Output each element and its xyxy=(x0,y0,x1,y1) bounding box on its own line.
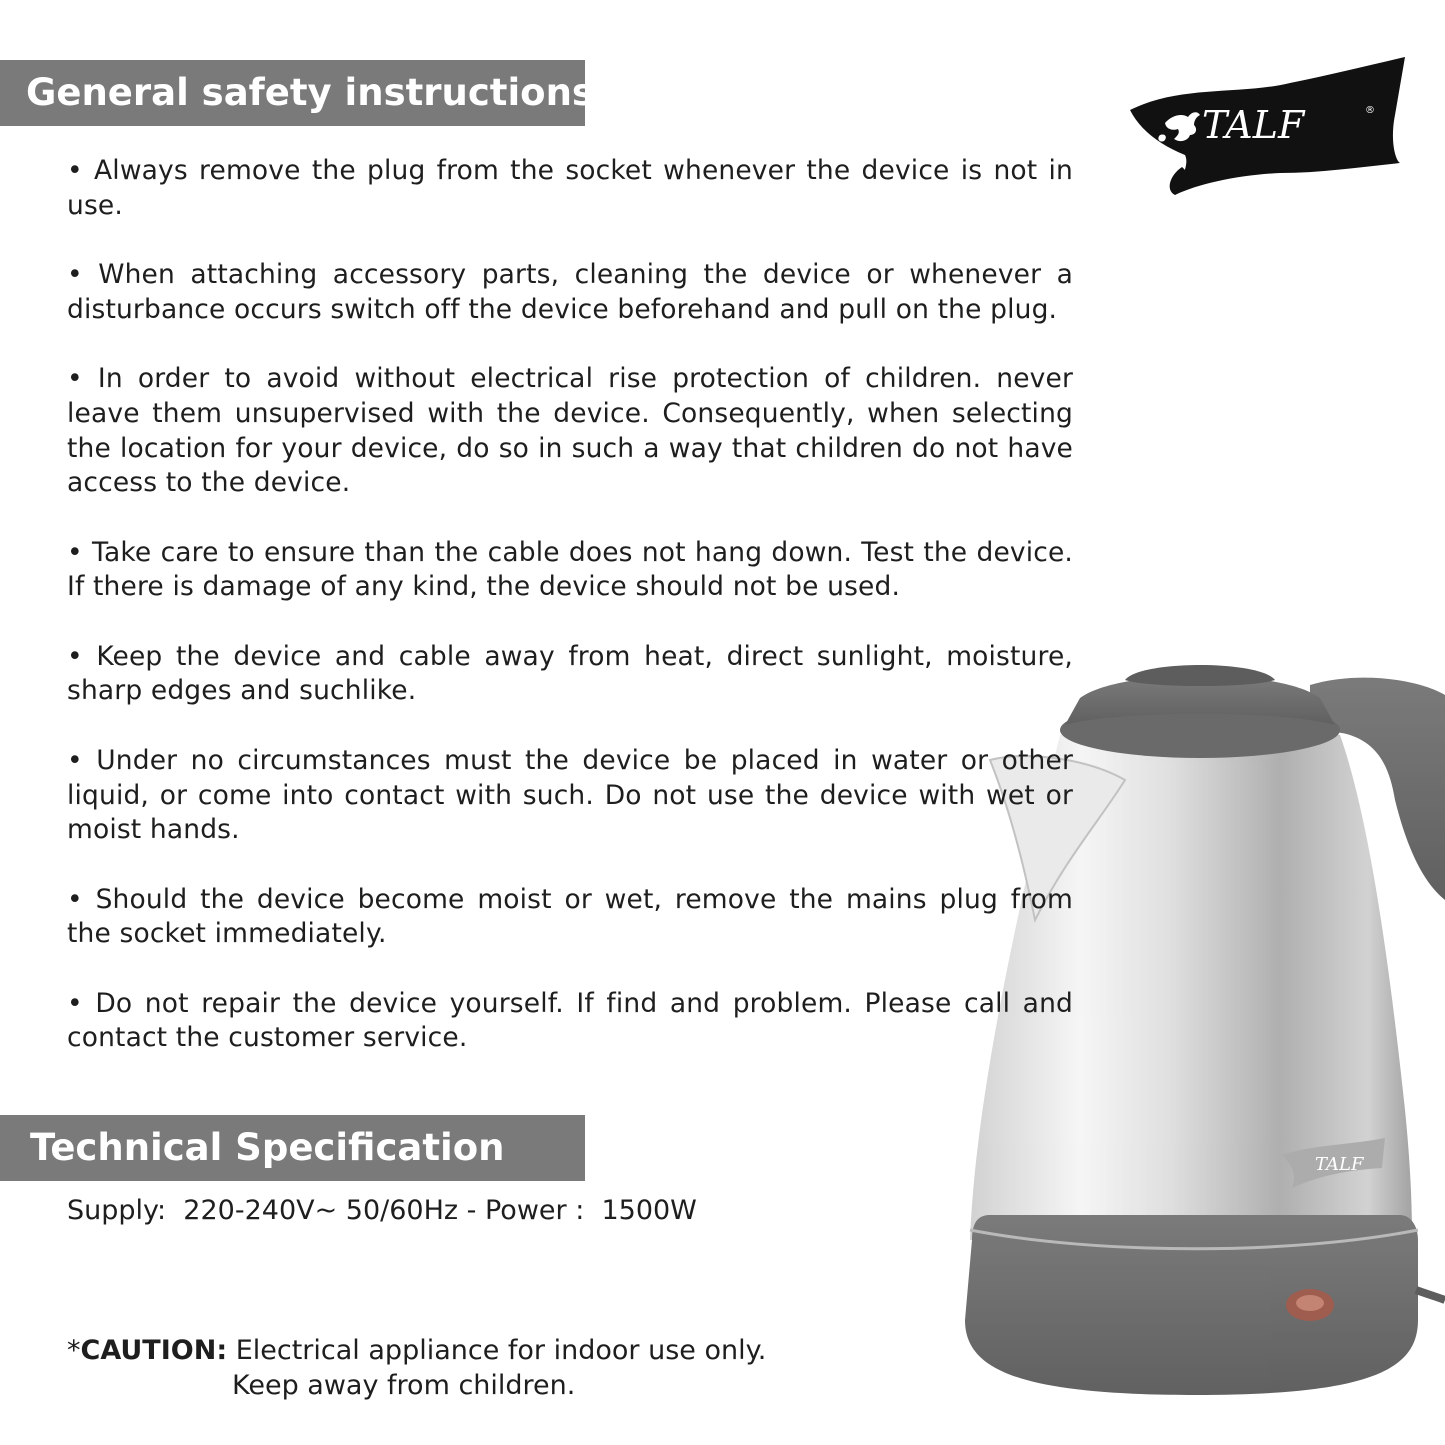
caution-line-2: Keep away from children. xyxy=(232,1370,576,1401)
instruction-item: • Do not repair the device yourself. If find and problem. Please call and contact the customer service. xyxy=(67,987,1073,1054)
safety-instructions-list xyxy=(67,154,1073,1091)
instruction-item: • Keep the device and cable away from heat, direct sunlight, moisture, sharp edges and suchlike. xyxy=(67,640,1073,707)
caution-label: CAUTION: xyxy=(80,1335,228,1366)
caution-note xyxy=(67,1333,766,1403)
logo-text: TALF xyxy=(1202,103,1305,147)
kettle-logo-text: TALF xyxy=(1315,1154,1364,1175)
instruction-item: • In order to avoid without electrical rise protection of children. never leave them unsupervised with the device. Consequently, when selecting the location for your device, do so in such a way that children do not have access to the device. xyxy=(67,363,1073,499)
instruction-item: • Should the device become moist or wet, remove the mains plug from the socket immediately. xyxy=(67,883,1073,950)
caution-line-1: Electrical appliance for indoor use only. xyxy=(227,1335,767,1366)
instruction-item: • Under no circumstances must the device be placed in water or other liquid, or come into contact with such. Do not use the device with wet or moist hands. xyxy=(67,744,1073,846)
talf-logo xyxy=(1120,55,1410,200)
instruction-item: • When attaching accessory parts, cleaning the device or whenever a disturbance occurs switch off the device beforehand and pull on the plug. xyxy=(67,259,1073,325)
spec-heading: Technical Specification xyxy=(0,1115,585,1181)
instruction-item: • Always remove the plug from the socket whenever the device is not in use. xyxy=(67,155,1073,221)
registered-mark: ® xyxy=(1365,105,1375,116)
caution-prefix: * xyxy=(67,1335,81,1366)
safety-heading: General safety instructions xyxy=(0,60,585,126)
instruction-item: • Take care to ensure than the cable does not hang down. Test the device. If there is damage of any kind, the device should not be used. xyxy=(67,536,1073,603)
spec-supply-line: Supply: 220-240V~ 50/60Hz - Power : 1500W xyxy=(67,1195,697,1226)
